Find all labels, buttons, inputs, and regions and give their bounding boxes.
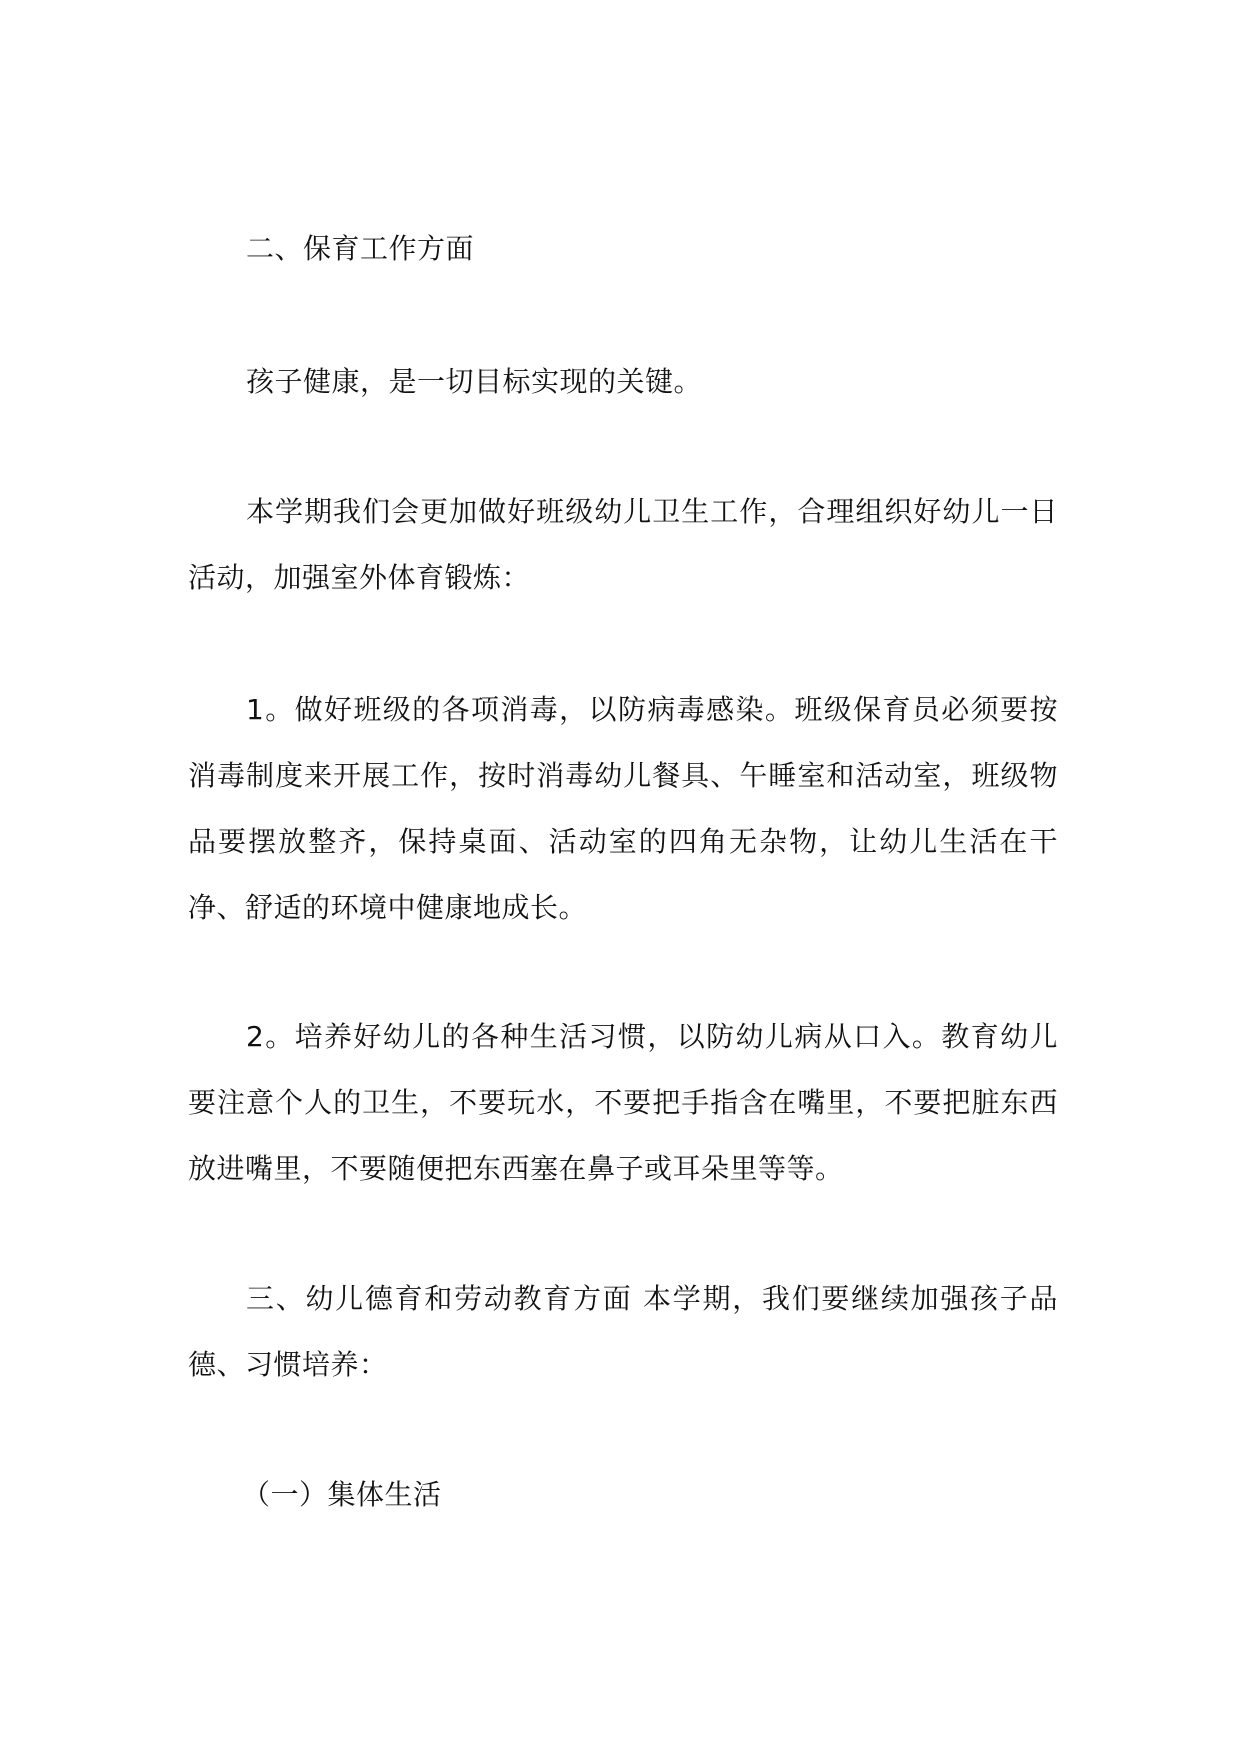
paragraph-semester-plan: 本学期我们会更加做好班级幼儿卫生工作，合理组织好幼儿一日活动，加强室外体育锻炼： <box>188 495 1058 594</box>
paragraph-health-key: 孩子健康，是一切目标实现的关键。 <box>246 365 703 398</box>
list-item-habits: 2。培养好幼儿的各种生活习惯，以防幼儿病从口入。教育幼儿要注意个人的卫生，不要玩水，不要把手指含在嘴里，不要把脏东西放进嘴里，不要随便把东西塞在鼻子或耳朵里等等。 <box>188 1020 1058 1185</box>
section-heading-moral-education: 三、幼儿德育和劳动教育方面 本学期，我们要继续加强孩子品德、习惯培养： <box>188 1282 1058 1381</box>
list-item-disinfection: 1。做好班级的各项消毒，以防病毒感染。班级保育员必须要按消毒制度来开展工作，按时消毒幼儿餐具、午睡室和活动室，班级物品要摆放整齐，保持桌面、活动室的四角无杂物，让幼儿生活在干净、舒适的环境中健康地成长。 <box>188 693 1058 924</box>
section-heading-childcare: 二、保育工作方面 <box>246 232 475 265</box>
subheading-collective-life: （一）集体生活 <box>242 1478 442 1511</box>
